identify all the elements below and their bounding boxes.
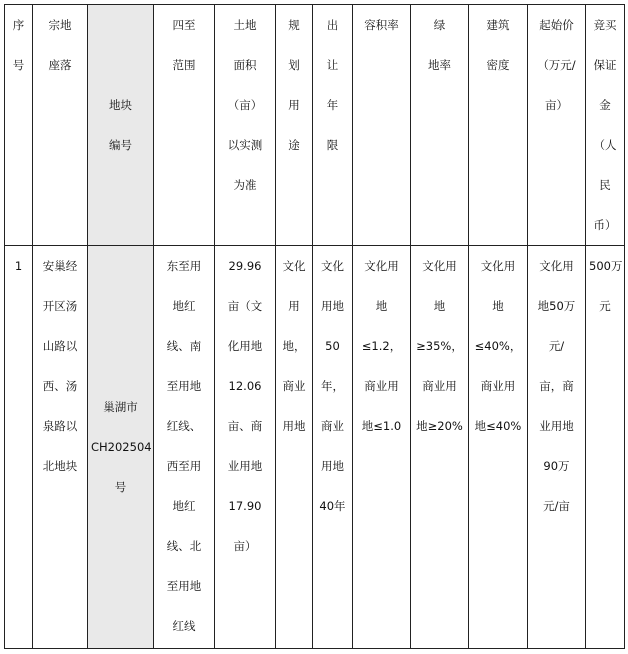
- cell-text-line: 17.90: [228, 499, 262, 513]
- cell-text-line: 至用地: [166, 379, 202, 393]
- cell-start-price: [528, 246, 586, 649]
- cell-text-line: 地≥20%: [416, 419, 463, 433]
- cell-text-line: 用地: [321, 459, 344, 473]
- cell-text-line: 出: [326, 18, 339, 32]
- cell-text-line: 商业用: [480, 379, 516, 393]
- cell-text-line: 规: [288, 18, 300, 32]
- cell-text-line: ≥35%，: [416, 339, 463, 353]
- cell-green: [411, 246, 469, 649]
- cell-text-line: 90万: [543, 459, 570, 473]
- header-seq: [5, 5, 33, 246]
- header-green: [411, 5, 469, 246]
- cell-text-line: 保证: [593, 58, 617, 72]
- cell-text-line: 序: [12, 18, 25, 32]
- cell-text-line: 亩、商: [227, 419, 263, 433]
- cell-text-line: 元/: [548, 339, 565, 353]
- cell-text-line: 以实测: [227, 138, 263, 152]
- cell-text-line: 密度: [486, 58, 510, 72]
- cell-text-line: 亩）: [233, 539, 257, 553]
- cell-text-line: CH202504: [91, 440, 152, 454]
- cell-text-line: 限: [326, 138, 339, 152]
- cell-area: [215, 246, 276, 649]
- cell-text-line: 文化: [321, 259, 344, 273]
- cell-text-line: 线、南: [166, 339, 202, 353]
- cell-text-line: 化用地: [227, 339, 263, 353]
- table-row: [5, 246, 625, 649]
- cell-use: [276, 246, 313, 649]
- cell-text-line: 用地: [282, 419, 306, 433]
- cell-text-line: 地50万: [537, 299, 576, 313]
- cell-text-line: 商业: [282, 379, 306, 393]
- cell-text-line: （万元/: [537, 58, 576, 72]
- header-location: [33, 5, 88, 246]
- cell-term: [313, 246, 353, 649]
- cell-text-line: 文化用: [539, 259, 574, 273]
- cell-text-line: 地≤40%: [474, 419, 522, 433]
- cell-text-line: 座落: [48, 58, 72, 72]
- cell-text-line: 用: [288, 98, 300, 112]
- cell-text-line: 北地块: [42, 459, 78, 473]
- cell-text-line: 编号: [109, 138, 132, 152]
- cell-far: [353, 246, 411, 649]
- cell-text-line: 商业: [321, 419, 344, 433]
- cell-text-line: 地红: [172, 499, 196, 513]
- cell-text-line: ≤1.2，: [361, 339, 402, 353]
- cell-text-line: 亩，商: [539, 379, 574, 393]
- header-area: [215, 5, 276, 246]
- cell-text-line: 地: [375, 299, 388, 313]
- cell-text-line: 元: [599, 299, 611, 313]
- cell-text-line: 年: [326, 98, 339, 112]
- cell-text-line: 建筑: [486, 18, 510, 32]
- cell-text-line: ≤40%，: [474, 339, 522, 353]
- cell-text-line: 为准: [233, 178, 257, 192]
- cell-text-line: 文化用: [422, 259, 457, 273]
- header-boundaries: [154, 5, 215, 246]
- cell-text-line: 文化: [282, 259, 306, 273]
- cell-text-line: 至用地: [166, 579, 202, 593]
- cell-text-line: 文化用: [364, 259, 399, 273]
- cell-text-line: 巢湖市: [103, 400, 138, 414]
- cell-deposit: [586, 246, 625, 649]
- land-auction-table: [4, 4, 625, 649]
- cell-text-line: 泉路以: [42, 419, 78, 433]
- cell-text-line: 金: [599, 98, 611, 112]
- header-parcel-no: [88, 5, 154, 246]
- cell-text-line: 容积率: [364, 18, 399, 32]
- header-density: [469, 5, 528, 246]
- cell-text-line: 四至: [172, 18, 196, 32]
- header-row: [5, 5, 625, 246]
- cell-text-line: 40年: [319, 499, 346, 513]
- cell-text-line: 地≤1.0: [361, 419, 402, 433]
- header-far: [353, 5, 411, 246]
- cell-text-line: 线、北: [166, 539, 202, 553]
- cell-text-line: 范围: [172, 58, 196, 72]
- cell-text-line: 业用地: [227, 459, 263, 473]
- cell-text-line: 地: [492, 299, 504, 313]
- cell-density: [469, 246, 528, 649]
- cell-text-line: 地，: [282, 339, 306, 353]
- cell-text-line: 文化用: [480, 259, 516, 273]
- cell-text-line: 地率: [428, 58, 451, 72]
- cell-text-line: 号: [114, 480, 127, 494]
- cell-text-line: 土地: [233, 18, 257, 32]
- cell-text-line: 途: [288, 138, 300, 152]
- cell-text-line: 红线、: [166, 419, 202, 433]
- cell-text-line: 绿: [433, 18, 446, 32]
- cell-text-line: 西至用: [166, 459, 202, 473]
- cell-text-line: （人: [593, 138, 617, 152]
- cell-text-line: 宗地: [48, 18, 72, 32]
- cell-text-line: 划: [288, 58, 300, 72]
- cell-text-line: 年，: [321, 379, 344, 393]
- cell-text-line: 29.96: [228, 259, 262, 273]
- cell-text-line: 用: [288, 299, 300, 313]
- cell-text-line: 开区汤: [42, 299, 78, 313]
- cell-text-line: 12.06: [228, 379, 262, 393]
- cell-text-line: 山路以: [42, 339, 78, 353]
- cell-text-line: 1: [14, 259, 23, 273]
- cell-text-line: 东至用: [166, 259, 202, 273]
- cell-text-line: 元/亩: [543, 499, 570, 513]
- cell-text-line: 亩（文: [227, 299, 263, 313]
- cell-text-line: 安巢经: [42, 259, 78, 273]
- cell-text-line: 让: [326, 58, 339, 72]
- cell-text-line: 商业用: [422, 379, 457, 393]
- cell-boundaries: [154, 246, 215, 649]
- cell-text-line: 币）: [593, 218, 617, 232]
- cell-text-line: 民: [599, 178, 611, 192]
- cell-text-line: 红线: [172, 619, 196, 633]
- header-term: [313, 5, 353, 246]
- cell-text-line: 50: [325, 339, 340, 353]
- cell-text-line: 500万: [589, 259, 623, 273]
- cell-text-line: 用地: [321, 299, 344, 313]
- cell-text-line: 业用地: [539, 419, 574, 433]
- cell-text-line: 面积: [233, 58, 257, 72]
- cell-parcel-no: [88, 246, 154, 649]
- header-deposit: [586, 5, 625, 246]
- cell-text-line: （亩）: [227, 98, 263, 112]
- cell-text-line: 地红: [172, 299, 196, 313]
- cell-text-line: 地块: [109, 98, 132, 112]
- cell-text-line: 商业用: [364, 379, 399, 393]
- cell-location: [33, 246, 88, 649]
- cell-text-line: 西、汤: [42, 379, 78, 393]
- header-use: [276, 5, 313, 246]
- cell-text-line: 号: [12, 58, 25, 72]
- header-start-price: [528, 5, 586, 246]
- cell-text-line: 竞买: [593, 18, 617, 32]
- cell-text-line: 亩）: [545, 98, 568, 112]
- cell-seq: [5, 246, 33, 649]
- cell-text-line: 起始价: [539, 18, 574, 32]
- cell-text-line: 地: [433, 299, 446, 313]
